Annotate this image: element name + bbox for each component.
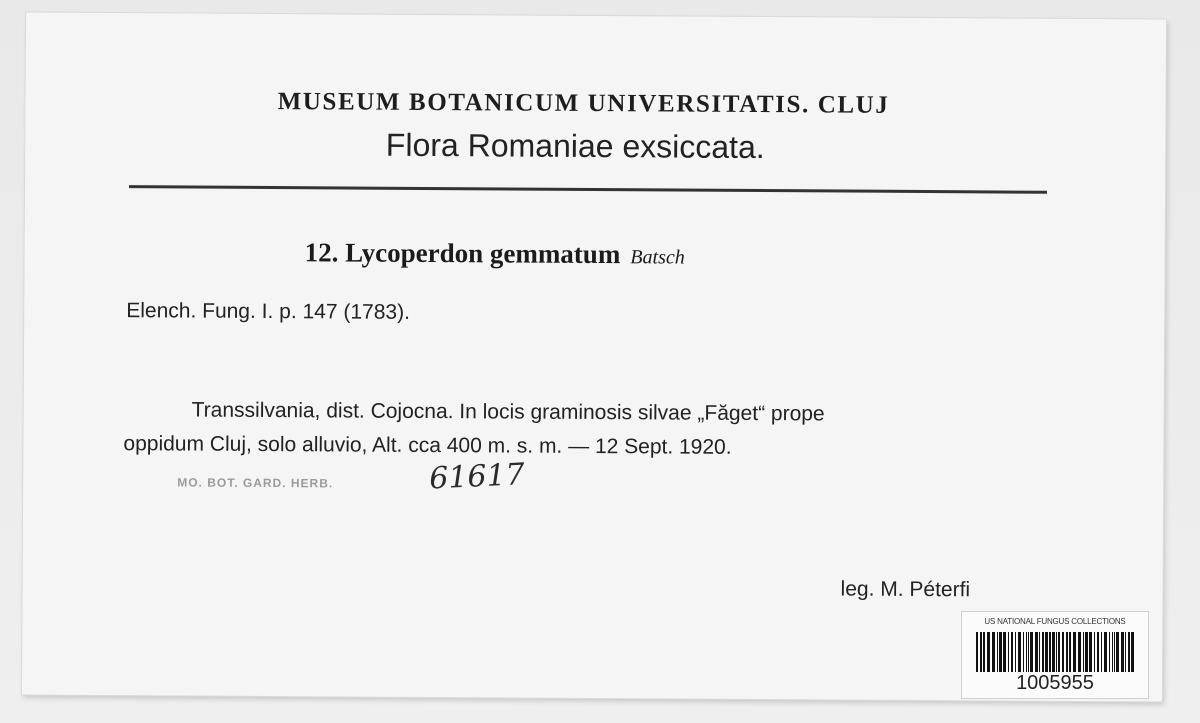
barcode-bar [1023,632,1024,672]
barcode-bar [1030,632,1033,672]
barcode-title: US NATIONAL FUNGUS COLLECTIONS [984,617,1126,626]
barcode-bar [1114,632,1115,672]
barcode-bar [1109,632,1110,672]
barcode-bar [1073,632,1076,672]
barcode-bar [999,632,1002,672]
series-title: Flora Romaniae exsiccata. [385,126,765,166]
barcode-bar [1094,632,1095,672]
institution-header: MUSEUM BOTANICUM UNIVERSITATIS. CLUJ [277,88,890,119]
barcode-bar [1078,632,1081,672]
barcode-label [962,612,1148,698]
barcode-bar [1128,632,1130,672]
barcode-bar [1089,632,1092,672]
locality-text [123,393,1083,467]
barcode-bar [1125,632,1126,672]
barcode-bar [1131,632,1134,672]
barcode-number: 1005955 [1016,672,1094,694]
barcode-bar [1035,632,1038,672]
barcode-bar [1042,632,1044,672]
barcode-bar [1018,632,1021,672]
barcode-bar [1045,632,1048,672]
accession-number: 61617 [428,457,526,497]
barcode-bar [1069,632,1071,672]
barcode-bar [1112,632,1113,672]
barcode-bar [1083,632,1084,672]
taxon-line [305,237,685,270]
barcode-bar [1003,632,1006,672]
barcode-bar [1058,632,1060,672]
barcode-bar [992,632,995,672]
locality-line-1: Transsilvania, dist. Cojocna. In locis graminosis silvae „Făget“ prope [191,398,825,426]
collector-line: leg. M. Péterfi [840,577,971,602]
barcode-bar [997,632,998,672]
barcode-bar [1121,632,1124,672]
barcode-bar [1062,632,1064,672]
taxon-author: Batsch [630,246,685,269]
barcode-bar [1039,632,1040,672]
barcode-bar [1116,632,1119,672]
barcode-icon [976,632,1134,672]
herbarium-label [22,13,1166,702]
barcode-bar [1101,632,1102,672]
herbarium-stamp: MO. BOT. GARD. HERB. [177,475,334,491]
locality-line-2: oppidum Cluj, solo alluvio, Alt. cca 400 m. s. m. — 12 Sept. 1920. [123,432,732,459]
barcode-bar [1097,632,1099,672]
barcode-bar [980,632,982,672]
barcode-bar [1066,632,1068,672]
barcode-bar [1026,632,1027,672]
barcode-bar [976,632,978,672]
barcode-bar [1104,632,1107,672]
barcode-bar [1028,632,1029,672]
barcode-bar [1085,632,1088,672]
barcode-bar [1015,632,1016,672]
barcode-bar [987,632,990,672]
literature-citation: Elench. Fung. I. p. 147 (1783). [126,299,411,324]
barcode-bar [1052,632,1055,672]
barcode-bar [1056,632,1057,672]
header-divider [129,185,1047,194]
taxon-name: 12. Lycoperdon gemmatum [304,237,621,270]
barcode-bar [1008,632,1009,672]
barcode-bar [1049,632,1051,672]
barcode-bar [983,632,985,672]
barcode-bar [1011,632,1013,672]
